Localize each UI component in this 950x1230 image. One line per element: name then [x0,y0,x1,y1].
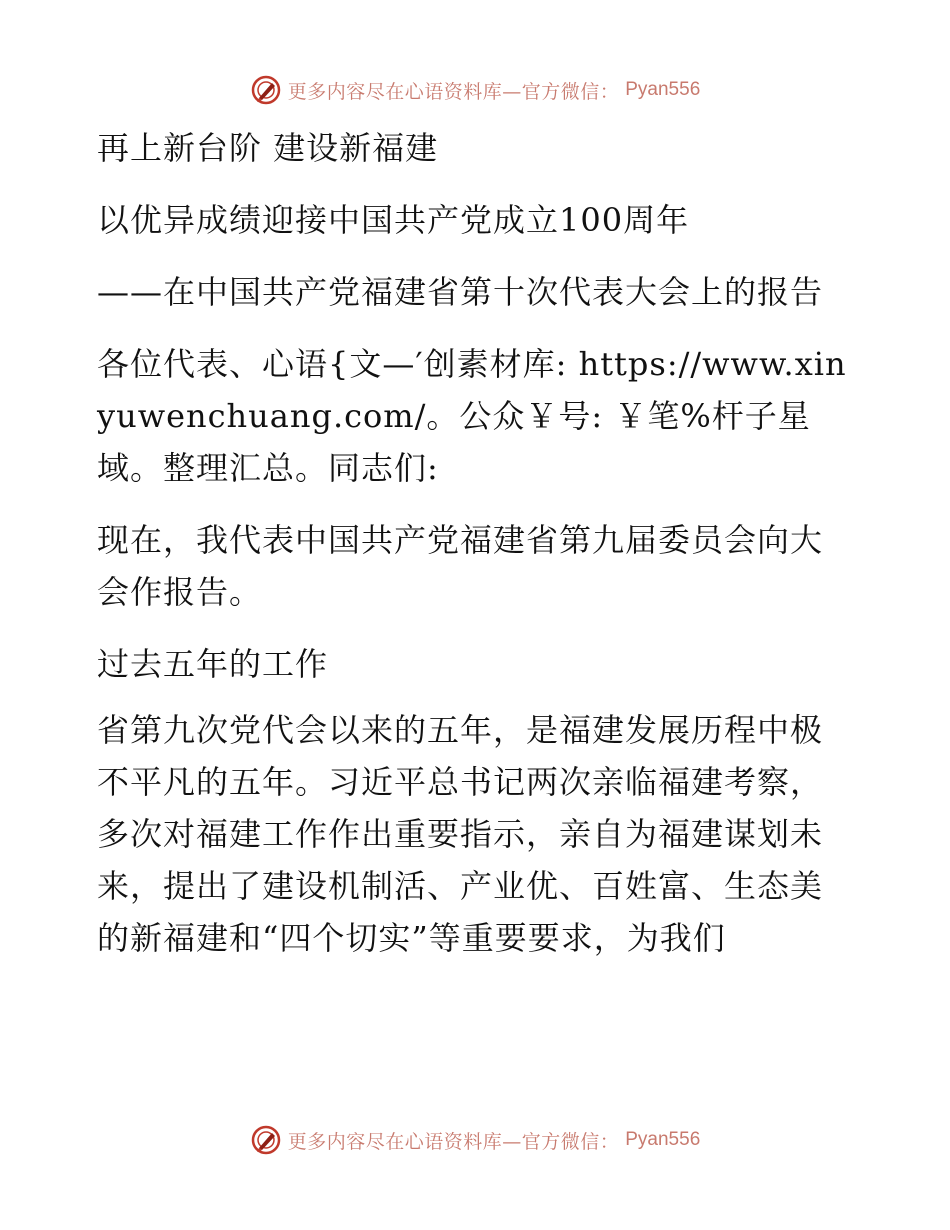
watermark-wechat-id: Pyan556 [625,79,701,100]
section-heading: 过去五年的工作 [97,645,329,683]
footer-watermark [0,1120,950,1160]
document-body [97,122,853,964]
header-watermark [0,70,950,110]
document-title: 再上新台阶 建设新福建 [97,129,439,167]
brand-logo-icon [250,74,282,106]
watermark-text: 更多内容尽在心语资料库—官方微信： [287,80,620,103]
watermark-text: 更多内容尽在心语资料库—官方微信： [287,1130,620,1153]
document-subtitle: 以优异成绩迎接中国共产党成立100周年 [97,201,690,239]
document-byline: ——在中国共产党福建省第十次代表大会上的报告 [97,273,824,311]
salutation-paragraph: 各位代表、心语{文—′创素材库: https://www.xinyuwenchuang.com/。公众￥号: ￥笔%杆子星域。整理汇总。同志们: [97,345,847,487]
body-paragraph: 省第九次党代会以来的五年，是福建发展历程中极不平凡的五年。习近平总书记两次亲临福建考察，多次对福建工作作出重要指示，亲自为福建谋划未来，提出了建设机制活、产业优、百姓富、生态美的新福建和“四个切实”等重要要求，为我们 [97,711,824,957]
intro-paragraph: 现在，我代表中国共产党福建省第九届委员会向大会作报告。 [97,521,824,611]
watermark-wechat-id: Pyan556 [625,1129,701,1150]
brand-logo-icon [250,1124,282,1156]
